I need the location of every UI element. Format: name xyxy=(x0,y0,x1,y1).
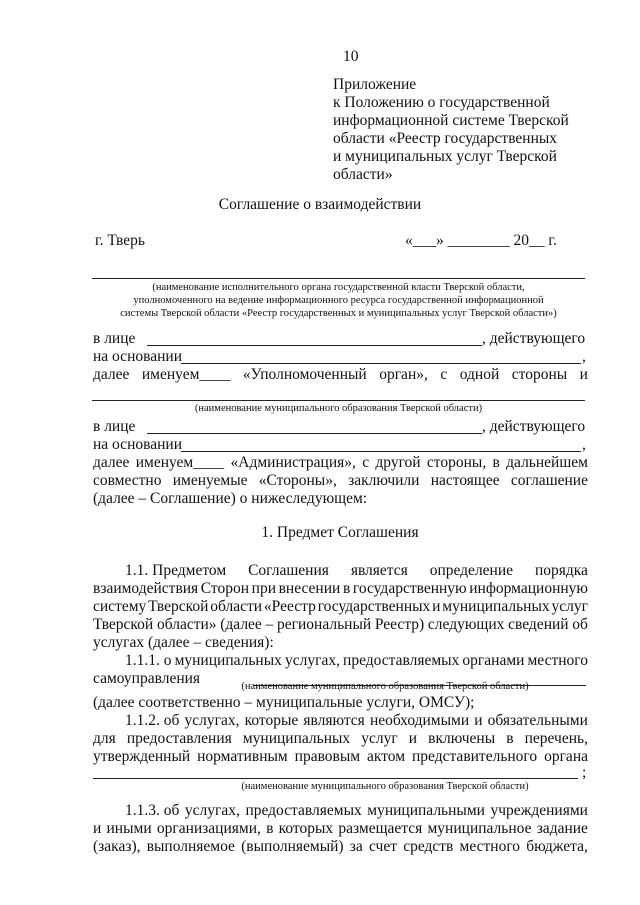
word: государственных xyxy=(317,598,431,615)
word: и xyxy=(579,366,588,383)
word: с xyxy=(440,366,448,383)
word: предоставляемых xyxy=(245,802,362,819)
appendix-line: Приложение xyxy=(333,76,417,93)
executive-body-line xyxy=(92,278,585,279)
word: которых xyxy=(278,820,334,837)
word: размещается xyxy=(338,820,423,837)
word: систему xyxy=(93,598,147,615)
word: совместно xyxy=(93,472,162,489)
word: правовым xyxy=(294,748,361,765)
word: «Уполномоченный xyxy=(242,366,367,383)
word: (выполняемый) xyxy=(241,838,344,855)
party2-together-line xyxy=(93,472,588,490)
word: актом xyxy=(367,748,406,765)
word: стороны, xyxy=(426,454,487,471)
party1-basis-line xyxy=(181,363,581,364)
page-number: 10 xyxy=(343,48,359,65)
word: «Администрация», xyxy=(230,454,356,471)
word: «Стороны», xyxy=(258,472,337,489)
word: иными xyxy=(106,820,152,837)
appendix-line: области «Реестр государственных xyxy=(333,130,558,147)
word: орган», xyxy=(379,366,428,383)
word: выполняемое xyxy=(146,838,235,855)
word: стороны xyxy=(511,366,568,383)
word: являются xyxy=(303,712,365,729)
word: 1.1.3. об xyxy=(125,802,180,819)
word: услугах, xyxy=(284,652,340,669)
document-title: Соглашение о взаимодействии xyxy=(218,196,422,213)
word: заключили xyxy=(348,472,420,489)
party2-basis-comma: , xyxy=(582,436,586,453)
p1-line xyxy=(125,562,588,580)
municipality-caption: (наименование муниципального образования Тверской области) xyxy=(194,403,483,414)
word: бюджета, xyxy=(526,838,588,855)
word: государственную xyxy=(352,580,467,597)
word: следующих xyxy=(427,616,505,633)
p113-line xyxy=(125,802,588,820)
p1-line xyxy=(93,598,588,616)
word: соглашение xyxy=(510,472,588,489)
word: одной xyxy=(459,366,500,383)
party2-represented-label: в лице xyxy=(93,418,136,435)
word: является xyxy=(350,562,408,579)
word: для xyxy=(93,730,116,747)
word: именуем____ xyxy=(141,366,231,383)
party2-representative-line xyxy=(147,433,482,434)
word: внесении xyxy=(278,580,341,597)
word: порядка xyxy=(534,562,588,579)
word: муниципальных xyxy=(242,730,351,747)
word: определение xyxy=(429,562,514,579)
p112-municipality-line xyxy=(93,778,578,779)
word: задание xyxy=(536,820,588,837)
word: и xyxy=(93,820,102,837)
word: органа xyxy=(544,748,588,765)
word: перечень, xyxy=(524,730,588,747)
word: в xyxy=(506,730,514,747)
word: области xyxy=(210,598,263,615)
word: нормативным xyxy=(197,748,288,765)
word: местного xyxy=(527,652,588,669)
party1-representative-line xyxy=(147,345,482,346)
word: 1.1.1. о xyxy=(125,652,172,669)
word: местного xyxy=(459,838,521,855)
word: 1.1. Предметом xyxy=(125,562,227,579)
p112-caption: (наименование муниципального образования Тверской области) xyxy=(241,781,529,792)
word: с xyxy=(362,454,370,471)
word: (далее xyxy=(220,616,262,633)
word: – xyxy=(265,616,274,633)
word: средств xyxy=(403,838,454,855)
word: Тверской xyxy=(93,616,154,633)
party2-basis-label: на основании xyxy=(93,436,182,453)
word: и xyxy=(474,712,483,729)
party1-named-line xyxy=(93,366,588,384)
word: Тверской xyxy=(148,598,209,615)
word: услуг xyxy=(361,730,398,747)
word: обязательными xyxy=(487,712,588,729)
p111-after: (далее соответственно – муниципальные услуги, ОМСУ); xyxy=(93,694,475,711)
word: об xyxy=(572,616,588,633)
p111-caption: (наименование муниципального образования Тверской области) xyxy=(241,681,529,692)
word: за xyxy=(349,838,363,855)
word: при xyxy=(251,580,276,597)
word: утвержденный xyxy=(93,748,191,765)
word: Сторон xyxy=(200,580,250,597)
word: (заказ), xyxy=(93,838,141,855)
date-template: «___» ________ 20__ г. xyxy=(405,232,557,249)
word: региональный xyxy=(277,616,372,633)
caption-line: системы Тверской области «Реестр государственных и муниципальных услуг Тверской области») xyxy=(120,308,557,319)
word: далее xyxy=(93,454,130,471)
party2-basis-line xyxy=(181,451,581,452)
p112-end: ; xyxy=(582,764,587,781)
municipality-line xyxy=(92,400,585,401)
appendix-header xyxy=(333,76,569,184)
word: организациями, xyxy=(156,820,261,837)
p113-line xyxy=(93,838,588,856)
word: которые xyxy=(244,712,299,729)
place: г. Тверь xyxy=(95,232,145,249)
word: 1.1.2. об xyxy=(125,712,180,729)
word: муниципальных xyxy=(174,652,282,669)
caption-line: уполномоченного на ведение информационного ресурса государственной информационной xyxy=(133,295,544,306)
word: счет xyxy=(368,838,397,855)
p111-line xyxy=(125,652,588,670)
word: взаимодействия xyxy=(93,580,199,597)
word: услуг xyxy=(551,598,588,615)
word: именуем____ xyxy=(135,454,225,471)
word: и xyxy=(408,730,418,747)
party1-basis-comma: , xyxy=(582,348,586,365)
word: необходимыми xyxy=(369,712,470,729)
word: другой xyxy=(375,454,421,471)
appendix-line: и муниципальных услуг Тверской xyxy=(333,148,557,165)
word: сведений xyxy=(508,616,569,633)
p112-line xyxy=(93,730,588,748)
word: дальнейшем xyxy=(506,454,588,471)
p111-self-government: самоуправления xyxy=(93,670,201,687)
word: включены xyxy=(428,730,496,747)
p1-line xyxy=(93,616,588,634)
word: муниципальными xyxy=(367,802,485,819)
appendix-line: области» xyxy=(333,166,393,183)
word: информационную xyxy=(469,580,588,597)
word: муниципальное xyxy=(427,820,532,837)
p1-line xyxy=(93,580,588,598)
word: муниципальных xyxy=(442,598,550,615)
word: «Реестр xyxy=(263,598,316,615)
party2-named-line xyxy=(93,454,588,472)
word: предоставления xyxy=(126,730,232,747)
word: предоставляемых xyxy=(343,652,460,669)
word: области» xyxy=(156,616,217,633)
party2-last-line: (далее – Соглашение) о нижеследующем: xyxy=(93,490,368,507)
word: органами xyxy=(462,652,525,669)
appendix-line: информационной системе Тверской xyxy=(333,112,569,129)
p1-last-line: услугах (далее – сведения): xyxy=(93,634,274,651)
executive-body-caption xyxy=(92,281,585,320)
word: в xyxy=(266,820,274,837)
appendix-line: к Положению о государственной xyxy=(333,94,550,111)
word: настоящее xyxy=(430,472,500,489)
word: Реестр) xyxy=(374,616,425,633)
party2-acting: , действующего xyxy=(482,418,586,435)
word: далее xyxy=(93,366,130,383)
word: и xyxy=(432,598,441,615)
word: услугах, xyxy=(184,712,240,729)
word: представительного xyxy=(411,748,538,765)
caption-line: (наименование исполнительного органа государственной власти Тверской области, xyxy=(152,282,525,293)
party1-acting: , действующего xyxy=(482,330,586,347)
word: Соглашения xyxy=(248,562,329,579)
word: услугах, xyxy=(184,802,240,819)
p112-line xyxy=(125,712,588,730)
party1-represented-label: в лице xyxy=(93,330,136,347)
word: именуемые xyxy=(172,472,248,489)
word: учреждениями xyxy=(490,802,588,819)
p112-line xyxy=(93,748,588,766)
party1-basis-label: на основании xyxy=(93,348,182,365)
section-heading: 1. Предмет Соглашения xyxy=(261,524,419,541)
word: в xyxy=(342,580,351,597)
p113-line xyxy=(93,820,588,838)
word: в xyxy=(492,454,500,471)
